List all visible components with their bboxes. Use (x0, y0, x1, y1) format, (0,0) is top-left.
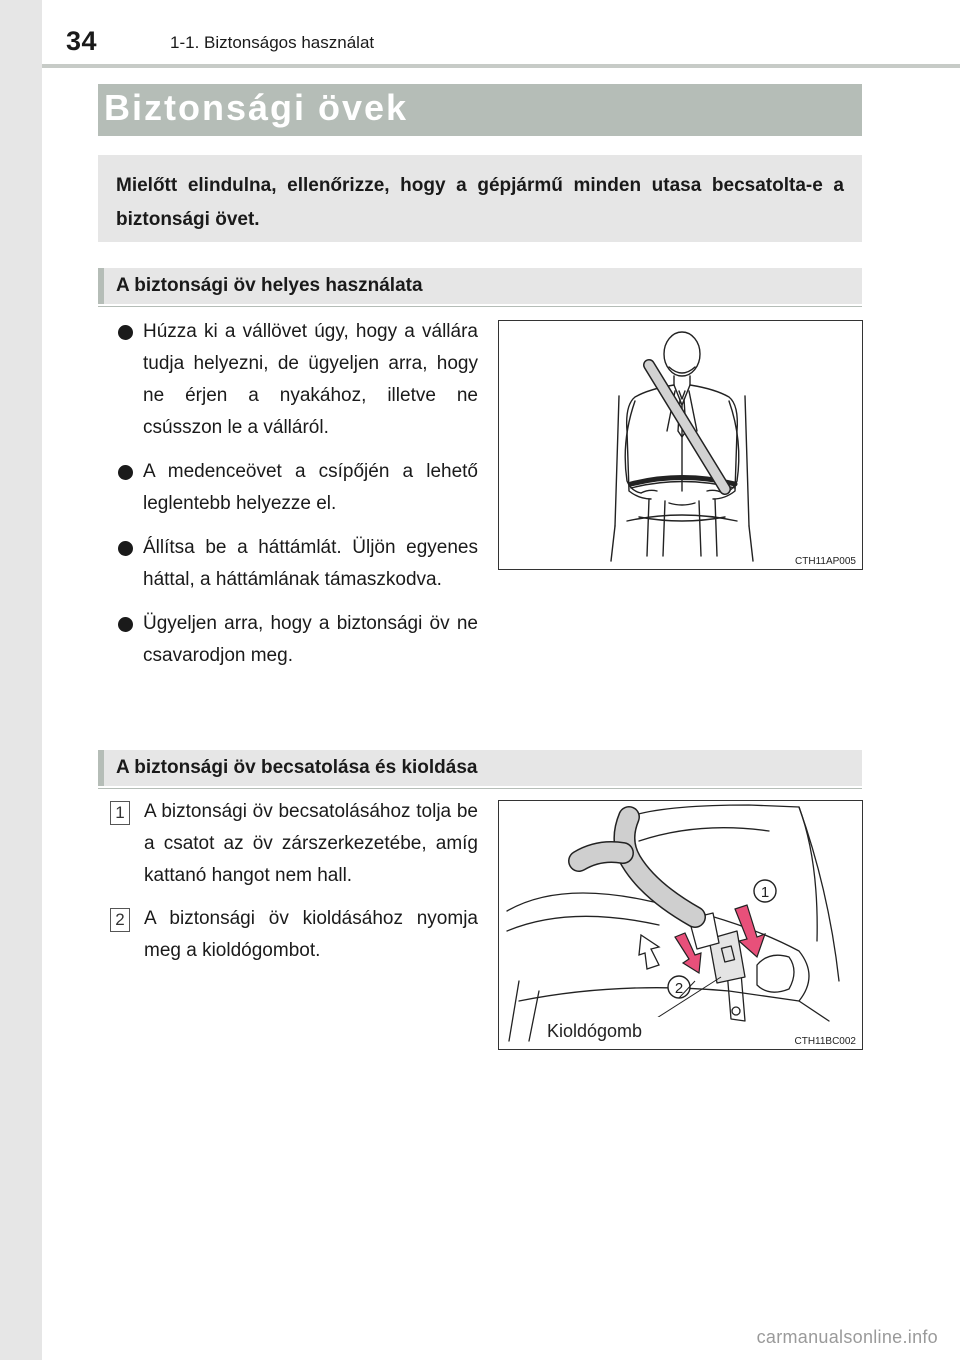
bullet-dot-icon (118, 325, 133, 340)
bullet-dot-icon (118, 541, 133, 556)
section-rule (98, 788, 862, 789)
step-number: 1 (110, 801, 130, 825)
bullet-text: Ügyeljen arra, hogy a biztonsági öv ne csavarodjon meg. (143, 613, 478, 666)
footer-watermark: carmanualsonline.info (756, 1327, 938, 1347)
list-item (118, 316, 478, 444)
figure-code: CTH11BC002 (794, 1036, 856, 1047)
bullet-dot-icon (118, 465, 133, 480)
list-item (118, 608, 478, 672)
callout-1: 1 (760, 884, 770, 901)
page-number: 34 (66, 26, 98, 56)
figure-seated-person (498, 320, 863, 570)
section-heading-correct-use: A biztonsági öv helyes használata (98, 268, 862, 304)
bullet-text: A medenceövet a csípőjén a lehető leglentebb helyezze el. (143, 461, 478, 514)
bullet-text: Húzza ki a vállövet úgy, hogy a vállára tudja helyezni, de ügyeljen arra, hogy ne érjen a nyakához, illetve ne csússzon le a válláról. (143, 321, 478, 438)
section-rule (98, 306, 862, 307)
intro-box: Mielőtt elindulna, ellenőrizze, hogy a gépjármű minden utasa becsatolta-e a biztonsági övet. (98, 155, 862, 242)
figure-code: CTH11AP005 (795, 556, 856, 567)
step-number: 2 (110, 908, 130, 932)
section-heading-buckle: A biztonsági öv becsatolása és kioldása (98, 750, 862, 786)
bullet-text: Állítsa be a háttámlát. Üljön egyenes háttal, a háttámlának támaszkodva. (143, 537, 478, 590)
page-title: Biztonsági övek (104, 87, 409, 128)
header-rule (42, 64, 960, 68)
list-item (110, 796, 478, 892)
seated-person-illustration (499, 321, 862, 569)
side-strip (0, 0, 42, 1360)
callout-2: 2 (674, 980, 684, 997)
step-text: A biztonsági öv kioldásához nyomja meg a kioldógombot. (144, 908, 478, 961)
buckle-illustration (499, 801, 862, 1049)
release-arrow-icon (639, 935, 659, 969)
step-text: A biztonsági öv becsatolásához tolja be a csatot az öv zárszerkezetébe, amíg kattanó hangot nem hall. (144, 801, 478, 886)
list-item (118, 456, 478, 520)
list-item (118, 532, 478, 596)
bullet-list (118, 316, 478, 684)
running-header: 1-1. Biztonságos használat (170, 33, 375, 52)
bullet-dot-icon (118, 617, 133, 632)
list-item (110, 903, 478, 967)
step-list (110, 796, 478, 978)
release-button-label: Kioldógomb (547, 1021, 643, 1041)
figure-buckle (498, 800, 863, 1050)
